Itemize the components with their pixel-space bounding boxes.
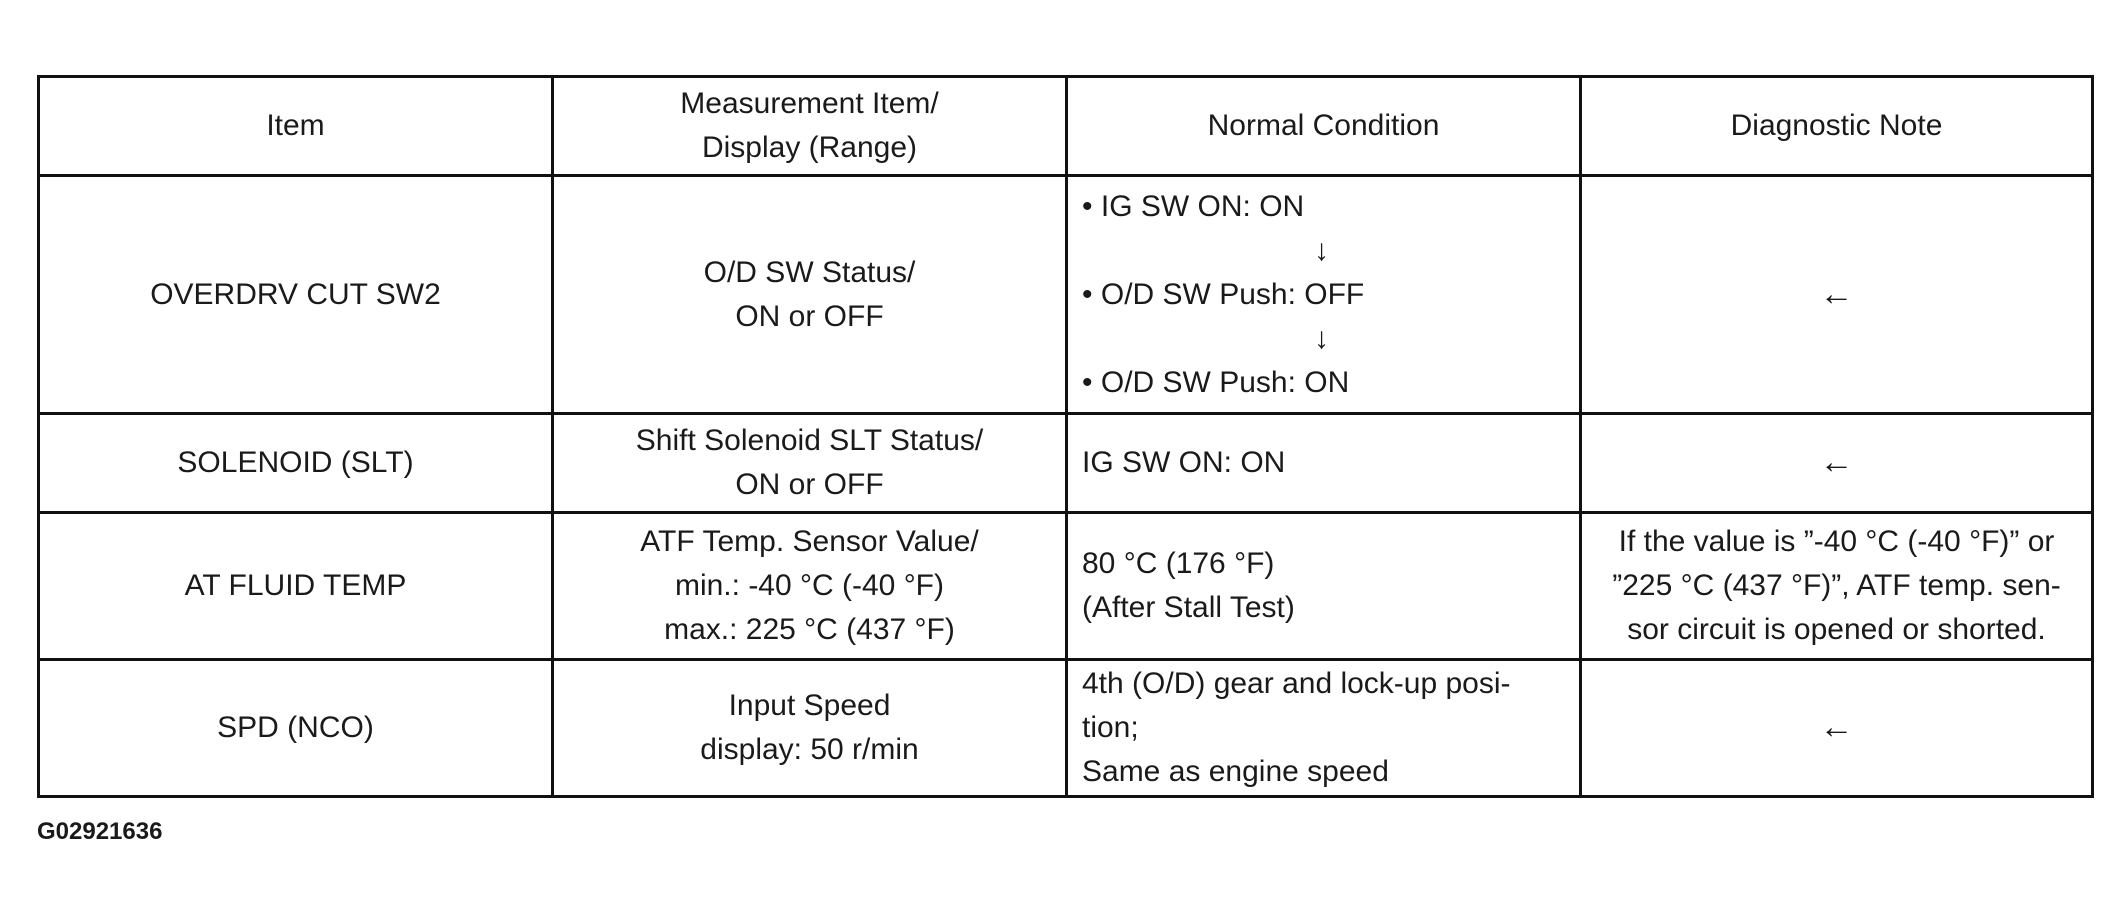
normal-step: • O/D SW Push: ON bbox=[1082, 365, 1350, 399]
row-normal-cell: 4th (O/D) gear and lock-up posi- tion; Same as engine speed bbox=[1067, 660, 1581, 797]
row-item-cell: SOLENOID (SLT) bbox=[39, 414, 553, 513]
row-note-cell bbox=[1581, 660, 2093, 797]
table-header-row bbox=[39, 77, 2093, 176]
table-row bbox=[39, 176, 2093, 414]
header-measurement: Measurement Item/ Display (Range) bbox=[553, 77, 1067, 176]
row-item-cell: OVERDRV CUT SW2 bbox=[39, 176, 553, 414]
table-row bbox=[39, 513, 2093, 660]
figure-id-label: G02921636 bbox=[37, 818, 163, 845]
diagnostic-data-table bbox=[37, 75, 2094, 798]
row-measurement-cell: Input Speed display: 50 r/min bbox=[553, 660, 1067, 797]
arrow-down-icon: ↓ bbox=[1314, 321, 1329, 355]
table-row bbox=[39, 660, 2093, 797]
row-note-cell: If the value is ”-40 °C (-40 °F)” or ”225 °C (437 °F)”, ATF temp. sen- sor circuit is opened or shorted. bbox=[1581, 513, 2093, 660]
header-normal-condition: Normal Condition bbox=[1067, 77, 1581, 176]
row-normal-cell: 80 °C (176 °F) (After Stall Test) bbox=[1067, 513, 1581, 660]
row-measurement-cell: Shift Solenoid SLT Status/ ON or OFF bbox=[553, 414, 1067, 513]
row-item-cell: AT FLUID TEMP bbox=[39, 513, 553, 660]
header-item: Item bbox=[39, 77, 553, 176]
row-note-cell bbox=[1581, 176, 2093, 414]
normal-step: • O/D SW Push: OFF bbox=[1082, 277, 1365, 311]
arrow-down-icon: ↓ bbox=[1314, 233, 1329, 267]
row-normal-cell bbox=[1067, 176, 1581, 414]
row-measurement-cell: ATF Temp. Sensor Value/ min.: -40 °C (-40 °F) max.: 225 °C (437 °F) bbox=[553, 513, 1067, 660]
normal-step: • IG SW ON: ON bbox=[1082, 189, 1305, 223]
header-diagnostic-note: Diagnostic Note bbox=[1581, 77, 2093, 176]
row-item-cell: SPD (NCO) bbox=[39, 660, 553, 797]
row-measurement-cell: O/D SW Status/ ON or OFF bbox=[553, 176, 1067, 414]
row-normal-cell: IG SW ON: ON bbox=[1067, 414, 1581, 513]
row-note-cell bbox=[1581, 414, 2093, 513]
same-as-left-arrow-icon: ← bbox=[1819, 274, 1854, 313]
same-as-left-arrow-icon: ← bbox=[1819, 708, 1854, 746]
same-as-left-arrow-icon: ← bbox=[1819, 443, 1854, 481]
table-row bbox=[39, 414, 2093, 513]
